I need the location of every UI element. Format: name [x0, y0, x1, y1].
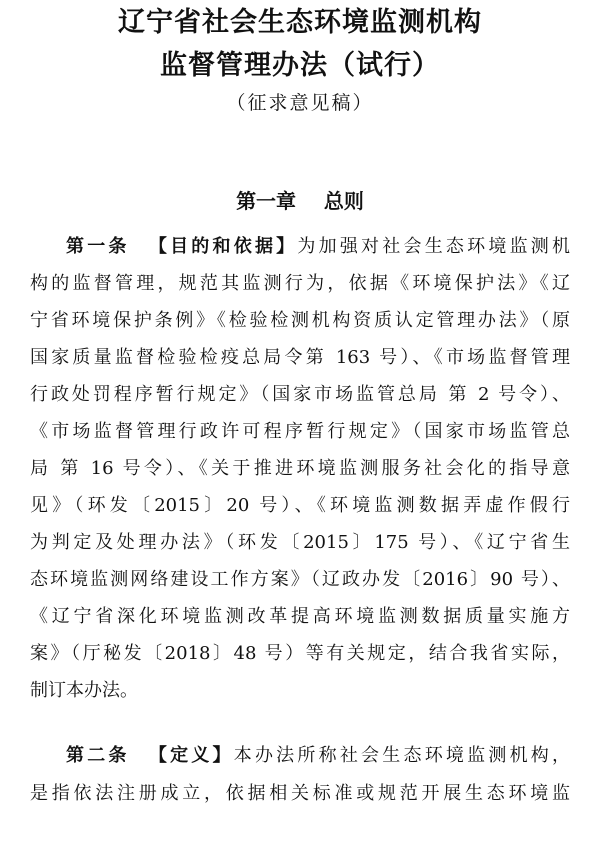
article-1-line: 行政处罚程序暂行规定》（国家市场监管总局 第 2 号令）、 — [30, 384, 570, 405]
article-1-line: 为判定及处理办法》（环发〔2015〕175 号）、《辽宁省生 — [30, 532, 570, 553]
article-1-line: 《市场监督管理行政许可程序暂行规定》（国家市场监管总 — [30, 421, 570, 442]
article-1-heading: 【目的和依据】 — [145, 236, 298, 257]
article-1-line: 态环境监测网络建设工作方案》（辽政办发〔2016〕90 号）、 — [30, 569, 570, 590]
article-2-text: 本办法所称社会生态环境监测机构， — [233, 745, 571, 766]
article-1-last-line: 制订本办法。 — [30, 680, 138, 701]
document-title-line-1: 辽宁省社会生态环境监测机构 — [118, 7, 482, 38]
article-1-number: 第一条 — [66, 236, 130, 257]
article-1-line: 局 第 16 号令）、《关于推进环境监测服务社会化的指导意 — [30, 458, 570, 479]
article-2-first-line — [66, 743, 570, 769]
article-1-first-line — [66, 234, 570, 260]
article-2-line: 是指依法注册成立，依据相关标准或规范开展生态环境监 — [30, 783, 570, 804]
article-2-heading: 【定义】 — [145, 745, 234, 766]
article-1-line: 宁省环境保护条例》《检验检测机构资质认定管理办法》（原 — [30, 310, 570, 331]
document-title-line-2: 监督管理办法（试行） — [160, 50, 440, 81]
document-subtitle: （征求意见稿） — [226, 92, 374, 114]
article-1-text: 为加强对社会生态环境监测机 — [297, 236, 571, 257]
article-1-line: 见》（环发〔2015〕20 号）、《环境监测数据弄虚作假行 — [30, 495, 570, 516]
article-1-line: 《辽宁省深化环境监测改革提高环境监测数据质量实施方 — [30, 606, 570, 627]
article-1-line: 案》（厅秘发〔2018〕48 号）等有关规定，结合我省实际， — [30, 643, 570, 664]
chapter-heading: 第一章 总则 — [236, 189, 364, 213]
article-1-line: 构的监督管理，规范其监测行为，依据《环境保护法》《辽 — [30, 273, 570, 294]
article-1-line: 国家质量监督检验检疫总局令第 163 号）、《市场监督管理 — [30, 347, 570, 368]
article-2-number: 第二条 — [66, 745, 130, 766]
